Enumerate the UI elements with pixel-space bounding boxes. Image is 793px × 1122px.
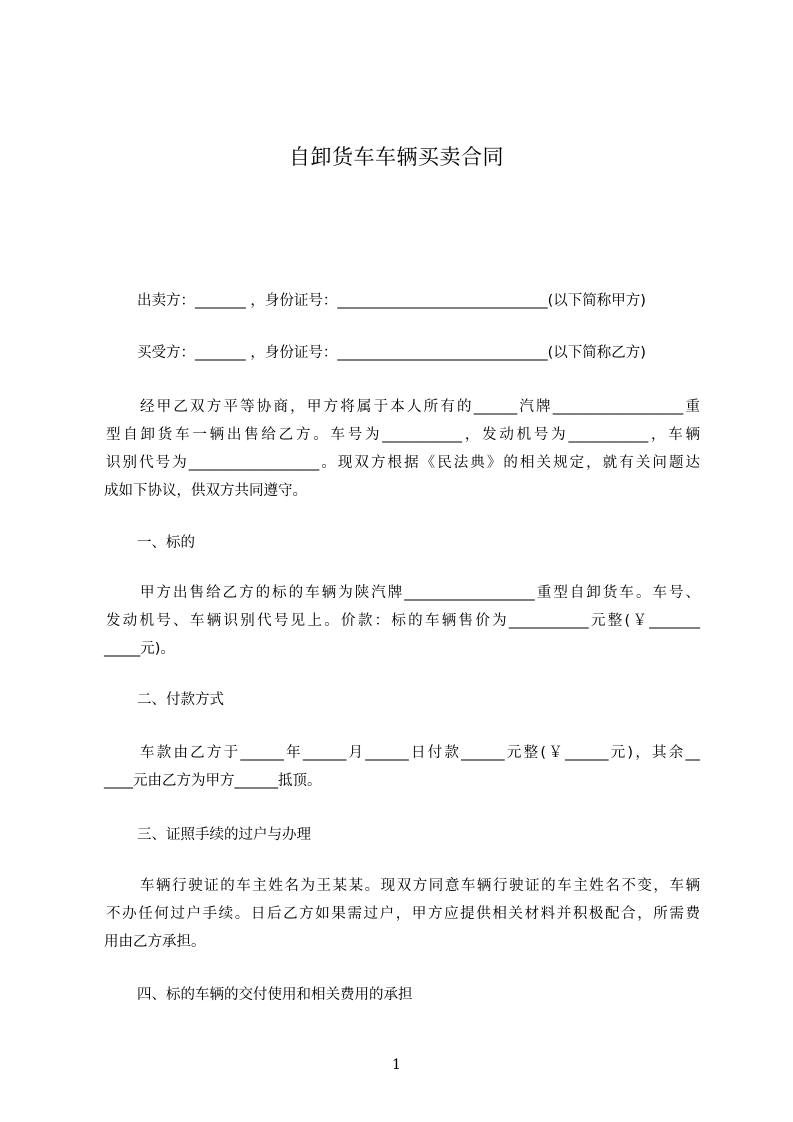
section-2-line-2: ____元由乙方为甲方______抵顶。 — [104, 773, 322, 789]
section-3-heading: 三、证照手续的过户与办理 — [137, 827, 311, 843]
intro-line-2: 型自卸货车一辆出售给乙方。车号为___________，发动机号为___________，车辆 — [106, 427, 700, 443]
section-1-line-2: 发动机号、车辆识别代号见上。价款：标的车辆售价为___________元整(￥_______ — [106, 613, 700, 629]
section-3-line-1: 车辆行驶证的车主姓名为王某某。现双方同意车辆行驶证的车主姓名不变，车辆 — [140, 878, 700, 894]
seller-line: 出卖方：_______ ，身份证号：_____________________________(以下简称甲方) — [137, 293, 646, 309]
page-number: 1 — [392, 1057, 401, 1073]
section-4-heading: 四、标的车辆的交付使用和相关费用的承担 — [137, 987, 413, 1003]
section-1-heading: 一、标的 — [137, 535, 195, 551]
buyer-line: 买受方：_______ ，身份证号：_____________________________(以下简称乙方) — [137, 345, 646, 361]
section-2-heading: 二、付款方式 — [137, 692, 224, 708]
section-3-line-3: 用由乙方承担。 — [104, 934, 206, 950]
intro-line-4: 成如下协议，供双方共同遵守。 — [104, 483, 307, 499]
section-1-line-1: 甲方出售给乙方的标的车辆为陕汽牌__________________重型自卸货车。车号、 — [140, 585, 700, 601]
section-2-line-1: 车款由乙方于______年______月______日付款______元整(￥______元)，其余__ — [140, 745, 700, 761]
document-title: 自卸货车车辆买卖合同 — [289, 145, 504, 169]
section-3-line-2: 不办任何过户手续。日后乙方如果需过户，甲方应提供相关材料并积极配合，所需费 — [106, 906, 700, 922]
section-1-line-3: _____元)。 — [104, 641, 175, 657]
intro-line-1: 经甲乙双方平等协商，甲方将属于本人所有的______汽牌__________________重 — [140, 399, 700, 415]
intro-line-3: 识别代号为__________________。现双方根据《民法典》的相关规定，就有关问题达 — [106, 455, 700, 471]
